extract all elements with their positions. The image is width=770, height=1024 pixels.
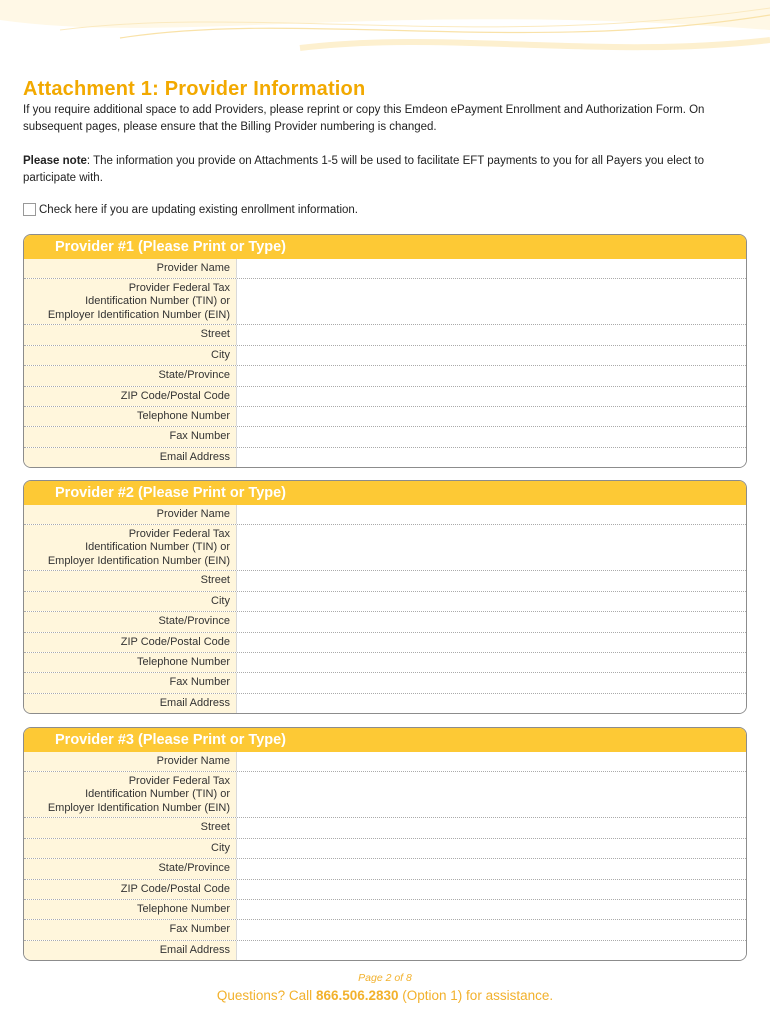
- field-label-zip: ZIP Code/Postal Code: [24, 387, 236, 406]
- tin-input[interactable]: [236, 772, 746, 817]
- field-label-zip: ZIP Code/Postal Code: [24, 633, 236, 652]
- update-existing-row: [23, 203, 358, 216]
- provider-header: Provider #1 (Please Print or Type): [24, 235, 746, 259]
- phone-input[interactable]: [236, 407, 746, 426]
- email-input[interactable]: [236, 941, 746, 960]
- email-input[interactable]: [236, 694, 746, 713]
- phone-input[interactable]: [236, 653, 746, 672]
- field-label-email: Email Address: [24, 448, 236, 467]
- state-input[interactable]: [236, 859, 746, 878]
- field-label-street: Street: [24, 818, 236, 837]
- provider-section-2: [23, 480, 747, 714]
- zip-input[interactable]: [236, 880, 746, 899]
- field-label-city: City: [24, 839, 236, 858]
- field-label-phone: Telephone Number: [24, 407, 236, 426]
- field-label-provider-name: Provider Name: [24, 259, 236, 278]
- city-input[interactable]: [236, 592, 746, 611]
- assistance-line: [0, 988, 770, 1003]
- field-label-email: Email Address: [24, 694, 236, 713]
- field-label-fax: Fax Number: [24, 427, 236, 446]
- note-body: : The information you provide on Attachments 1-5 will be used to facilitate EFT payments to you for all Payers you elect to participate with.: [23, 155, 704, 184]
- provider-section-3: [23, 727, 747, 961]
- city-input[interactable]: [236, 346, 746, 365]
- intro-text: If you require additional space to add Providers, please reprint or copy this Emdeon ePayment Enrollment and Authorization Form. On subsequent pages, please ensure that the Billing Provider numbering is changed.: [23, 104, 705, 133]
- provider-name-input[interactable]: [236, 505, 746, 524]
- tin-input[interactable]: [236, 279, 746, 324]
- field-label-provider-name: Provider Name: [24, 752, 236, 771]
- field-label-tin: Provider Federal Tax Identification Number (TIN) or Employer Identification Number (EIN): [24, 772, 236, 817]
- page-number: Page 2 of 8: [358, 972, 412, 984]
- field-label-tin: Provider Federal Tax Identification Number (TIN) or Employer Identification Number (EIN): [24, 279, 236, 324]
- provider-name-input[interactable]: [236, 259, 746, 278]
- email-input[interactable]: [236, 448, 746, 467]
- assistance-suffix: (Option 1) for assistance.: [398, 988, 554, 1003]
- field-label-fax: Fax Number: [24, 673, 236, 692]
- field-label-tin: Provider Federal Tax Identification Number (TIN) or Employer Identification Number (EIN): [24, 525, 236, 570]
- field-label-provider-name: Provider Name: [24, 505, 236, 524]
- fax-input[interactable]: [236, 920, 746, 939]
- fax-input[interactable]: [236, 673, 746, 692]
- field-label-phone: Telephone Number: [24, 900, 236, 919]
- field-label-street: Street: [24, 571, 236, 590]
- field-label-state: State/Province: [24, 366, 236, 385]
- phone-input[interactable]: [236, 900, 746, 919]
- field-label-state: State/Province: [24, 859, 236, 878]
- tin-input[interactable]: [236, 525, 746, 570]
- field-label-state: State/Province: [24, 612, 236, 631]
- decorative-swoosh: [0, 0, 770, 70]
- update-existing-checkbox[interactable]: [23, 203, 36, 216]
- field-label-zip: ZIP Code/Postal Code: [24, 880, 236, 899]
- field-label-street: Street: [24, 325, 236, 344]
- note-text: [23, 153, 743, 187]
- provider-name-input[interactable]: [236, 752, 746, 771]
- field-label-fax: Fax Number: [24, 920, 236, 939]
- assistance-prefix: Questions? Call: [216, 988, 316, 1003]
- field-label-email: Email Address: [24, 941, 236, 960]
- street-input[interactable]: [236, 818, 746, 837]
- street-input[interactable]: [236, 571, 746, 590]
- zip-input[interactable]: [236, 633, 746, 652]
- state-input[interactable]: [236, 612, 746, 631]
- provider-header: Provider #2 (Please Print or Type): [24, 481, 746, 505]
- provider-section-1: [23, 234, 747, 468]
- update-existing-label: Check here if you are updating existing enrollment information.: [39, 203, 358, 216]
- provider-header: Provider #3 (Please Print or Type): [24, 728, 746, 752]
- zip-input[interactable]: [236, 387, 746, 406]
- city-input[interactable]: [236, 839, 746, 858]
- field-label-city: City: [24, 592, 236, 611]
- street-input[interactable]: [236, 325, 746, 344]
- assistance-phone: 866.506.2830: [315, 988, 399, 1003]
- state-input[interactable]: [236, 366, 746, 385]
- fax-input[interactable]: [236, 427, 746, 446]
- field-label-city: City: [24, 346, 236, 365]
- note-label: Please note: [23, 155, 87, 167]
- page-title: Attachment 1: Provider Information: [23, 78, 366, 100]
- field-label-phone: Telephone Number: [24, 653, 236, 672]
